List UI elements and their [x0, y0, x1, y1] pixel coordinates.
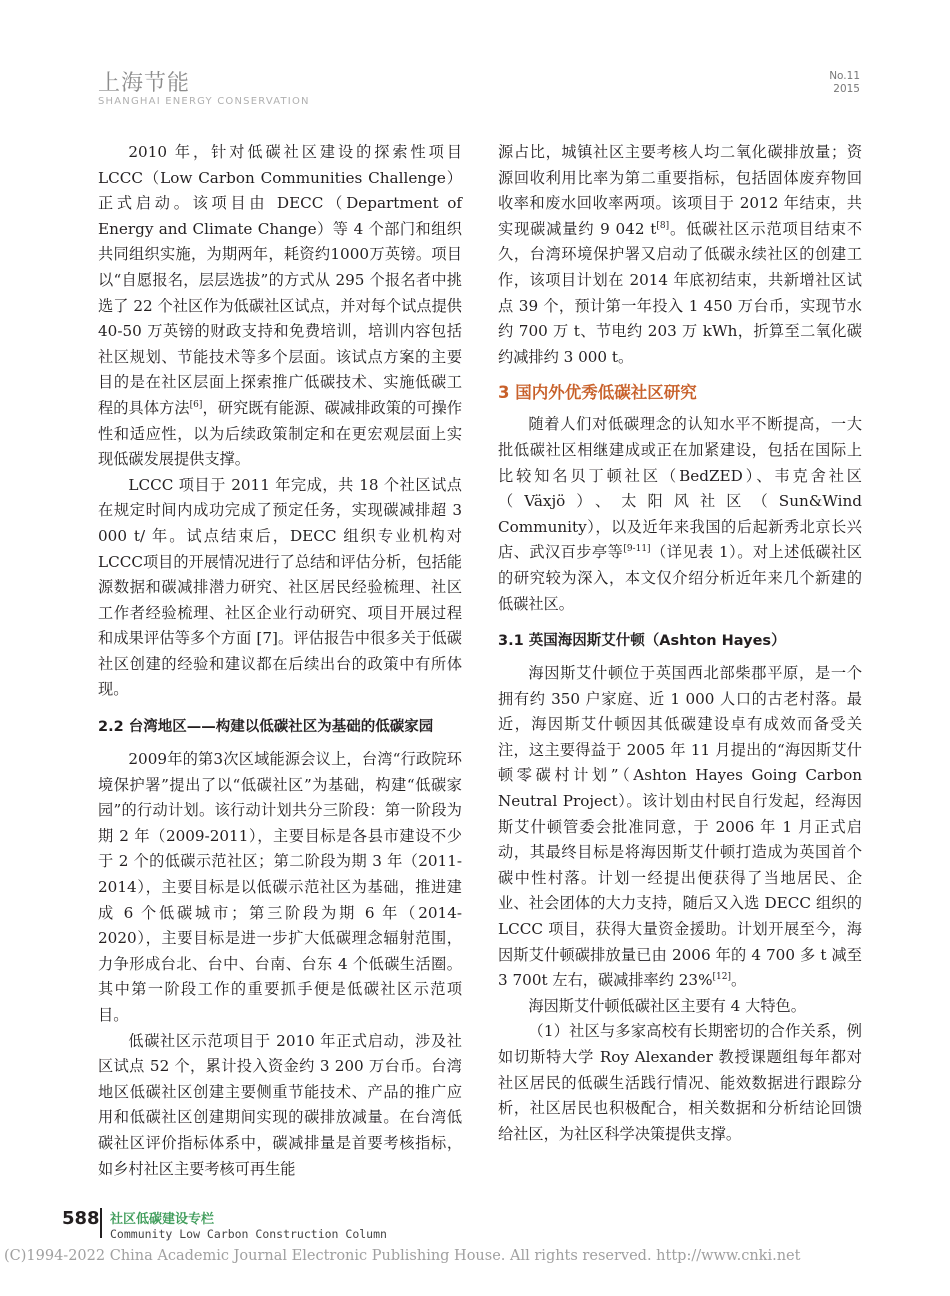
column-title: 社区低碳建设专栏	[110, 1212, 215, 1227]
citation: [6]	[189, 399, 203, 410]
paragraph: 源占比，城镇社区主要考核人均二氧化碳排放量；资源回收利用比率为第二重要指标，包括固体废弃物回收率和废水回收率两项。该项目于 2012 年结束，共实现碳减量约 9 042 t[8]。低碳社区示范项目结束不久，台湾环境保护署又启动了低碳永续社区的创建工作，该项目计划在 2014 年底初结束，共新增社区试点 39 个，预计第一年投入 1 450 万台币，实现节水约 700 万 t、节电约 203 万 kWh，折算至二氧化碳约减排约 3 000 t。	[498, 143, 863, 366]
issue-year: 2015	[833, 83, 860, 95]
subsection-heading: 3.1 英国海因斯艾什顿（Ashton Hayes）	[498, 633, 786, 650]
paragraph: 海因斯艾什顿低碳社区主要有 4 大特色。	[528, 996, 806, 1015]
paragraph: 2009年的第3次区域能源会议上，台湾“行政院环境保护署”提出了以“低碳社区”为基础，构建“低碳家园”的行动计划。该行动计划共分三阶段：第一阶段为期 2 年（2009-2011），主要目标是各县市建设不少于 2 个的低碳示范社区；第二阶段为期 3 年（2011-2014），主要目标是以低碳示范社区为基础，推进建成 6 个低碳城市；第三阶段为期 6 年（2014-2020），主要目标是进一步扩大低碳理念辐射范围，力争形成台北、台中、台南、台东 4 个低碳生活圈。其中第一阶段工作的重要抓手便是低碳社区示范项目。	[98, 750, 462, 1024]
column-subtitle: Community Low Carbon Construction Column	[110, 1227, 387, 1241]
journal-subtitle: SHANGHAI ENERGY CONSERVATION	[98, 96, 310, 107]
section-heading: 2.2 台湾地区——构建以低碳社区为基础的低碳家园	[98, 719, 434, 736]
citation: [12]	[712, 972, 731, 983]
paragraph: LCCC 项目于 2011 年完成，共 18 个社区试点在规定时间内成功完成了预定任务，实现碳减排超 3 000 t/ 年。试点结束后，DECC 组织专业机构对LCCC项目的开展情况进行了总结和评估分析，包括能源数据和碳减排潜力研究、社区居民经验梳理、社区工作者经验梳理、社区企业行动研究、项目开展过程和成果评估等多个方面 [7]。评估报告中很多关于低碳社区创建的经验和建议都在后续出台的政策中有所体现。	[98, 475, 462, 699]
paragraph: 随着人们对低碳理念的认知水平不断提高，一大批低碳社区相继建成或正在加紧建设，包括在国际上比较知名贝丁顿社区（BedZED）、韦克舍社区（Växjö）、太阳风社区（Sun&Wind Community），以及近年来我国的后起新秀北京长兴店、武汉百步亭等[9-11]（详见表 1）。对上述低碳社区的研究较为深入，本文仅介绍分析近年来几个新建的低碳社区。	[498, 415, 863, 613]
page-number: 588	[62, 1208, 100, 1229]
paragraph: 低碳社区示范项目于 2010 年正式启动，涉及社区试点 52 个，累计投入资金约 3 200 万台币。台湾地区低碳社区创建主要侧重节能技术、产品的推广应用和低碳社区创建期间实现的碳排放减量。在台湾低碳社区评价指标体系中，碳减排量是首要考核指标，如乡村社区主要考核可再生能	[98, 1031, 462, 1178]
citation: [8]	[656, 220, 670, 231]
paragraph: （1）社区与多家高校有长期密切的合作关系，例如切斯特大学 Roy Alexander 教授课题组每年都对社区居民的低碳生活践行情况、能效数据进行跟踪分析，社区居民也积极配合，相关数据和分析结论回馈给社区，为社区科学决策提供支撑。	[498, 1022, 862, 1143]
right-column	[498, 140, 862, 1147]
left-column	[98, 140, 462, 1182]
issue-number: No.11	[829, 70, 860, 82]
page-divider	[100, 1208, 102, 1238]
copyright-notice: (C)1994-2022 China Academic Journal Electronic Publishing House. All rights reserved. http://www.cnki.net	[4, 1248, 801, 1264]
paragraph: 2010 年，针对低碳社区建设的探索性项目 LCCC（Low Carbon Communities Challenge）正式启动。该项目由 DECC（Department of Energy and Climate Change）等 4 个部门和组织共同组织实施，为期两年，耗资约1000万英镑。项目以“自愿报名，层层选拔”的方式从 295 个报名者中挑选了 22 个社区作为低碳社区试点，并对每个试点提供 40-50 万英镑的财政支持和免费培训，培训内容包括社区规划、节能技术等多个层面。该试点方案的主要目的是在社区层面上探索推广低碳技术、实施低碳工程的具体方法[6]，研究既有能源、碳减排政策的可操作性和适应性，以为后续政策制定和在更宏观层面上实现低碳发展提供支撑。	[98, 143, 463, 469]
section-heading: 3 国内外优秀低碳社区研究	[498, 383, 697, 403]
paragraph: 海因斯艾什顿位于英国西北部柴郡平原，是一个拥有约 350 户家庭、近 1 000 人口的古老村落。最近，海因斯艾什顿因其低碳建设卓有成效而备受关注，这主要得益于 2005 年 11 月提出的“海因斯艾什顿零碳村计划”（Ashton Hayes Going Carbon Neutral Project）。该计划由村民自行发起，经海因斯艾什顿管委会批准同意，于 2006 年 1 月正式启动，其最终目标是将海因斯艾什顿打造成为英国首个碳中性村落。计划一经提出便获得了当地居民、企业、社会团体的大力支持，随后又入选 DECC 组织的 LCCC 项目，获得大量资金援助。计划开展至今，海因斯艾什顿碳排放量已由 2006 年的 4 700 多 t 减至 3 700t 左右，碳减排率约 23%[12]。	[498, 664, 862, 990]
journal-title: 上海节能	[98, 71, 191, 96]
citation: [9-11]	[623, 544, 651, 555]
issue-info	[829, 70, 860, 96]
